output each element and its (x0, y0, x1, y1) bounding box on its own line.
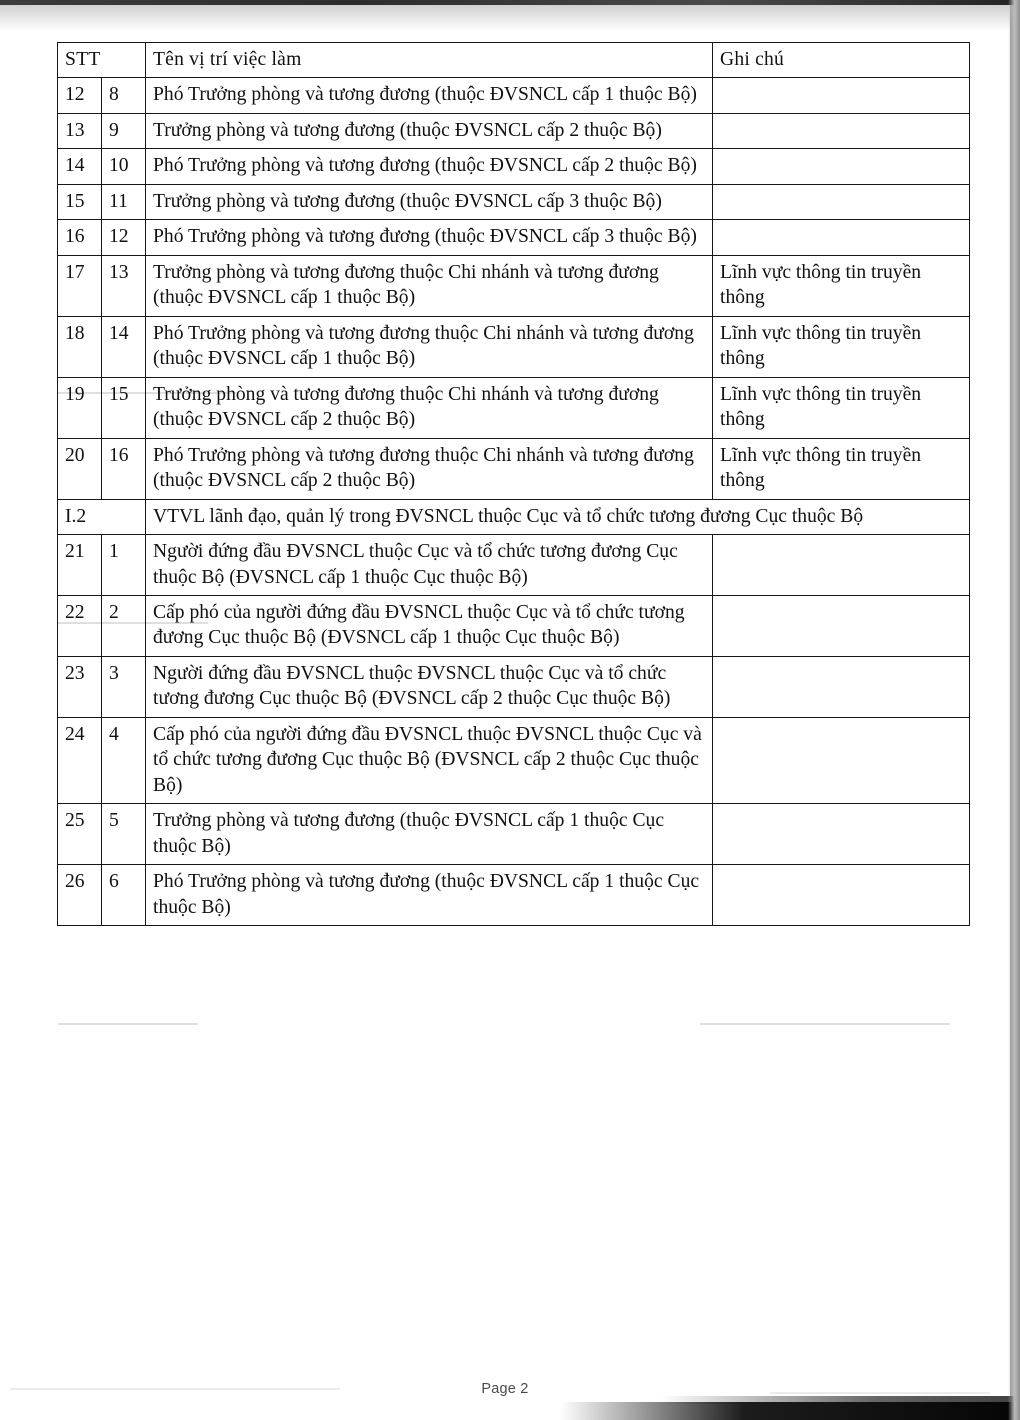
row-number: 18 (58, 316, 102, 377)
position-name: Phó Trưởng phòng và tương đương thuộc Chi nhánh và tương đương (thuộc ĐVSNCL cấp 1 thuộc Bộ) (146, 316, 713, 377)
row-number: 13 (58, 113, 102, 148)
table-row (58, 220, 970, 255)
page-footer: Page 2 (481, 1381, 529, 1397)
column-header-note: Ghi chú (713, 43, 970, 78)
position-name: Trưởng phòng và tương đương thuộc Chi nhánh và tương đương (thuộc ĐVSNCL cấp 2 thuộc Bộ) (146, 377, 713, 438)
table-body (58, 78, 970, 926)
position-note (713, 535, 970, 596)
row-sub-number: 10 (102, 149, 146, 184)
position-note (713, 656, 970, 717)
position-name: Phó Trưởng phòng và tương đương (thuộc ĐVSNCL cấp 2 thuộc Bộ) (146, 149, 713, 184)
position-name: Cấp phó của người đứng đầu ĐVSNCL thuộc Cục và tổ chức tương đương Cục thuộc Bộ (ĐVSNCL cấp 1 thuộc Cục thuộc Bộ) (146, 595, 713, 656)
position-name: Phó Trưởng phòng và tương đương (thuộc ĐVSNCL cấp 1 thuộc Cục thuộc Bộ) (146, 865, 713, 926)
row-number: 14 (58, 149, 102, 184)
row-sub-number: 16 (102, 438, 146, 499)
table-row (58, 113, 970, 148)
row-sub-number: 14 (102, 316, 146, 377)
table-header-row (58, 43, 970, 78)
row-sub-number: 5 (102, 804, 146, 865)
row-number: 17 (58, 255, 102, 316)
table-row (58, 595, 970, 656)
column-header-stt: STT (58, 43, 146, 78)
scan-edge-right (1008, 0, 1020, 1420)
column-header-name: Tên vị trí việc làm (146, 43, 713, 78)
scan-speckle (58, 1023, 198, 1025)
table-row (58, 804, 970, 865)
position-name: Phó Trưởng phòng và tương đương (thuộc ĐVSNCL cấp 3 thuộc Bộ) (146, 220, 713, 255)
row-sub-number: 1 (102, 535, 146, 596)
scan-edge-bottom (560, 1402, 1020, 1420)
row-number: 21 (58, 535, 102, 596)
position-note: Lĩnh vực thông tin truyền thông (713, 316, 970, 377)
row-number: 15 (58, 184, 102, 219)
table-header (58, 43, 970, 78)
row-sub-number: 8 (102, 78, 146, 113)
table-row (58, 656, 970, 717)
table-row (58, 149, 970, 184)
table-row (58, 78, 970, 113)
scan-shadow-top (0, 5, 1020, 31)
position-name: Trưởng phòng và tương đương (thuộc ĐVSNCL cấp 2 thuộc Bộ) (146, 113, 713, 148)
row-sub-number: 3 (102, 656, 146, 717)
row-number: 22 (58, 595, 102, 656)
row-sub-number: 6 (102, 865, 146, 926)
table-row (58, 438, 970, 499)
position-note (713, 220, 970, 255)
position-note (713, 113, 970, 148)
position-note (713, 149, 970, 184)
row-sub-number: 4 (102, 717, 146, 803)
section-title: VTVL lãnh đạo, quản lý trong ĐVSNCL thuộc Cục và tổ chức tương đương Cục thuộc Bộ (146, 499, 970, 534)
row-number: 19 (58, 377, 102, 438)
position-name: Người đứng đầu ĐVSNCL thuộc ĐVSNCL thuộc Cục và tổ chức tương đương Cục thuộc Bộ (ĐVSNCL cấp 2 thuộc Cục thuộc Bộ) (146, 656, 713, 717)
table-row (58, 316, 970, 377)
row-number: 24 (58, 717, 102, 803)
row-sub-number: 9 (102, 113, 146, 148)
row-number: 26 (58, 865, 102, 926)
table-row (58, 717, 970, 803)
position-note (713, 78, 970, 113)
position-note (713, 804, 970, 865)
table-row (58, 377, 970, 438)
position-note (713, 865, 970, 926)
position-note (713, 595, 970, 656)
position-note (713, 717, 970, 803)
position-name: Phó Trưởng phòng và tương đương (thuộc ĐVSNCL cấp 1 thuộc Bộ) (146, 78, 713, 113)
row-number: 12 (58, 78, 102, 113)
table-row (58, 255, 970, 316)
row-sub-number: 12 (102, 220, 146, 255)
position-name: Trưởng phòng và tương đương thuộc Chi nhánh và tương đương (thuộc ĐVSNCL cấp 1 thuộc Bộ) (146, 255, 713, 316)
table-section-row (58, 499, 970, 534)
position-note: Lĩnh vực thông tin truyền thông (713, 255, 970, 316)
position-note (713, 184, 970, 219)
section-index: I.2 (58, 499, 146, 534)
table-row (58, 535, 970, 596)
row-sub-number: 13 (102, 255, 146, 316)
position-name: Trưởng phòng và tương đương (thuộc ĐVSNCL cấp 1 thuộc Cục thuộc Bộ) (146, 804, 713, 865)
position-note: Lĩnh vực thông tin truyền thông (713, 438, 970, 499)
row-sub-number: 11 (102, 184, 146, 219)
row-number: 16 (58, 220, 102, 255)
row-number: 20 (58, 438, 102, 499)
table-row (58, 184, 970, 219)
job-positions-table (57, 42, 970, 926)
row-sub-number: 15 (102, 377, 146, 438)
position-name: Người đứng đầu ĐVSNCL thuộc Cục và tổ chức tương đương Cục thuộc Bộ (ĐVSNCL cấp 1 thuộc Cục thuộc Bộ) (146, 535, 713, 596)
row-number: 25 (58, 804, 102, 865)
position-name: Phó Trưởng phòng và tương đương thuộc Chi nhánh và tương đương (thuộc ĐVSNCL cấp 2 thuộc Bộ) (146, 438, 713, 499)
row-sub-number: 2 (102, 595, 146, 656)
row-number: 23 (58, 656, 102, 717)
position-name: Cấp phó của người đứng đầu ĐVSNCL thuộc ĐVSNCL thuộc Cục và tổ chức tương đương Cục thuộc Bộ (ĐVSNCL cấp 2 thuộc Cục thuộc Bộ) (146, 717, 713, 803)
table-row (58, 865, 970, 926)
position-note: Lĩnh vực thông tin truyền thông (713, 377, 970, 438)
scan-speckle (700, 1023, 950, 1025)
position-name: Trưởng phòng và tương đương (thuộc ĐVSNCL cấp 3 thuộc Bộ) (146, 184, 713, 219)
